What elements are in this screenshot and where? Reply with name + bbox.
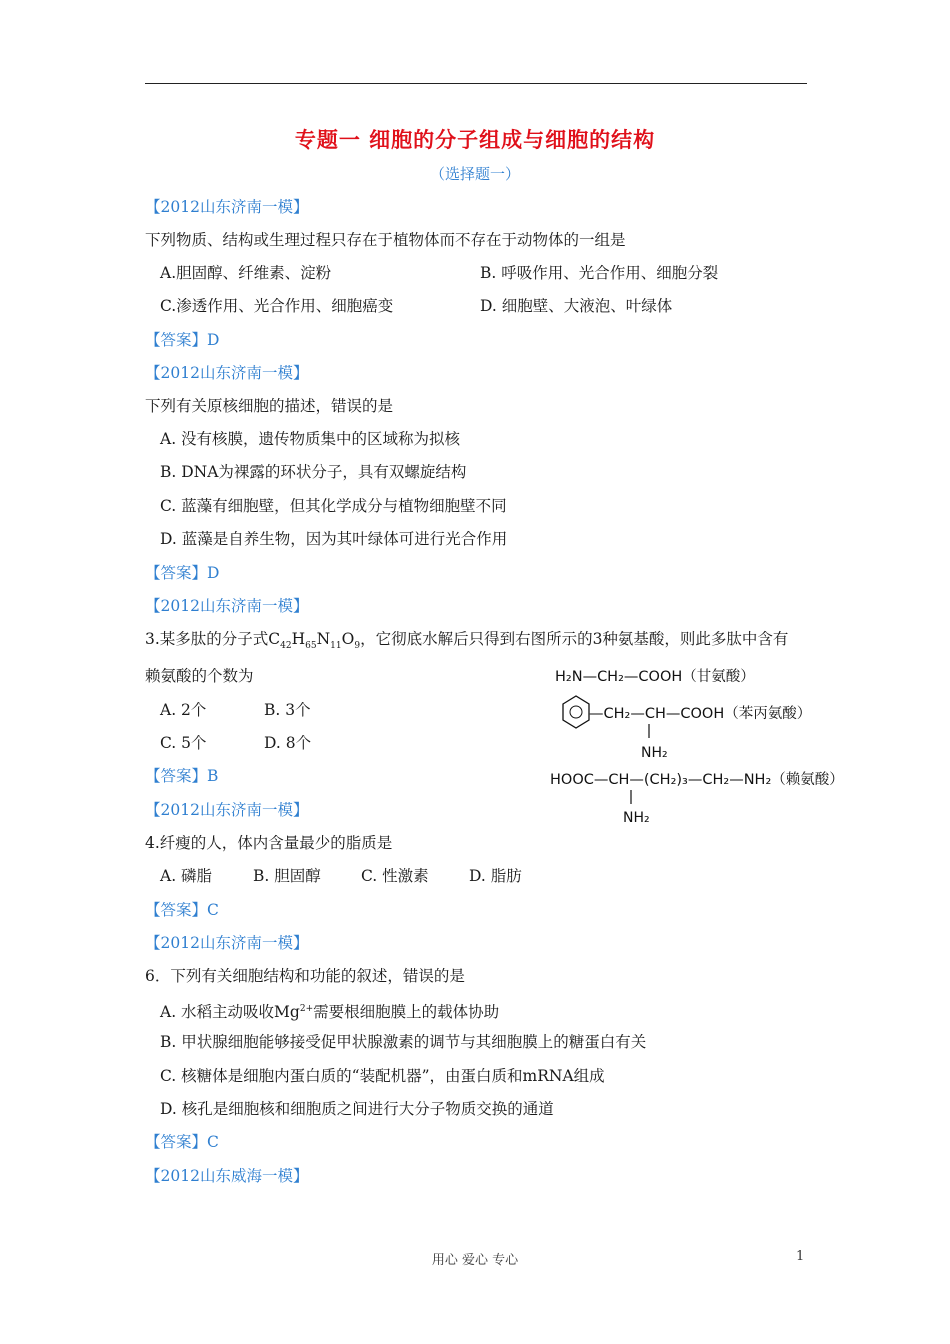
q4-answer: 【答案】C (145, 901, 219, 919)
q6-option-b: B. 甲状腺细胞能够接受促甲状腺激素的调节与其细胞膜上的糖蛋白有关 (160, 1033, 647, 1051)
q1-source: 【2012山东济南一模】 (145, 198, 309, 216)
q2-option-b: B. DNA为裸露的环状分子，具有双螺旋结构 (160, 463, 467, 481)
q4-stem: 4.纤瘦的人，体内含量最少的脂质是 (145, 834, 393, 852)
page-title: 专题一 细胞的分子组成与细胞的结构 (294, 127, 656, 152)
q1-answer: 【答案】D (145, 331, 220, 349)
page-number: 1 (796, 1249, 805, 1264)
next-question-source: 【2012山东威海一模】 (145, 1167, 309, 1185)
q2-option-a: A. 没有核膜，遗传物质集中的区域称为拟核 (160, 430, 461, 448)
q4-option-a: A. 磷脂 (160, 867, 213, 885)
q1-option-a: A.胆固醇、纤维素、淀粉 (160, 264, 332, 282)
q3-stem-line2: 赖氨酸的个数为 (145, 667, 254, 685)
amino-acid-figure (545, 662, 925, 832)
lysine-amino-group: NH₂ (623, 810, 650, 826)
q6-option-d: D. 核孔是细胞核和细胞质之间进行大分子物质交换的通道 (160, 1100, 554, 1118)
q6-option-a: A. 水稻主动吸收$Mg^{2+}$需要根细胞膜上的载体协助 (160, 1003, 500, 1022)
q3-option-b: B. 3个 (264, 701, 311, 719)
q6-option-c: C. 核糖体是细胞内蛋白质的“装配机器”，由蛋白质和mRNA组成 (160, 1067, 605, 1085)
q4-option-b: B. 胆固醇 (253, 867, 321, 885)
lysine-formula: HOOC—CH—(CH₂)₃—CH₂—NH₂（赖氨酸） (550, 772, 844, 788)
q1-option-d: D. 细胞壁、大液泡、叶绿体 (480, 297, 673, 315)
amino-acid-structures (545, 662, 925, 832)
q2-option-d: D. 蓝藻是自养生物，因为其叶绿体可进行光合作用 (160, 530, 508, 548)
q2-option-c: C. 蓝藻有细胞壁，但其化学成分与植物细胞壁不同 (160, 497, 507, 515)
q3-stem: 3.某多肽的分子式$C_{42}H_{65}N_{11}O_9$，它彻底水解后只得到右图所示的3种氨基酸，则此多肽中含有 (145, 630, 789, 652)
q4-option-d: D. 脂肪 (469, 867, 522, 885)
phenylalanine-formula: —CH₂—CH—COOH（苯丙氨酸） (589, 706, 812, 722)
q6-source: 【2012山东济南一模】 (145, 934, 309, 952)
q3-answer: 【答案】B (145, 767, 219, 785)
q2-stem: 下列有关原核细胞的描述，错误的是 (145, 397, 394, 415)
header-rule (145, 83, 807, 84)
q6-answer: 【答案】C (145, 1133, 219, 1151)
phenylalanine-amino-group: NH₂ (641, 745, 668, 761)
q3-option-a: A. 2个 (160, 701, 207, 719)
q3-source: 【2012山东济南一模】 (145, 597, 309, 615)
q6-stem: 6．下列有关细胞结构和功能的叙述，错误的是 (145, 967, 465, 985)
q1-stem: 下列物质、结构或生理过程只存在于植物体而不存在于动物体的一组是 (145, 231, 626, 249)
q1-option-c: C.渗透作用、光合作用、细胞癌变 (160, 297, 394, 315)
benzene-ring-icon (563, 696, 589, 728)
q4-source: 【2012山东济南一模】 (145, 801, 309, 819)
glycine-formula: H₂N—CH₂—COOH（甘氨酸） (555, 669, 755, 685)
q3-option-c: C. 5个 (160, 734, 207, 752)
q4-option-c: C. 性激素 (361, 867, 429, 885)
q1-option-b: B. 呼吸作用、光合作用、细胞分裂 (480, 264, 719, 282)
q3-option-d: D. 8个 (264, 734, 312, 752)
q2-answer: 【答案】D (145, 564, 220, 582)
benzene-inner-circle-icon (570, 706, 582, 718)
page-footer: 用心 爱心 专心 (431, 1253, 519, 1268)
q2-source: 【2012山东济南一模】 (145, 364, 309, 382)
page-subtitle: （选择题一） (429, 165, 520, 183)
